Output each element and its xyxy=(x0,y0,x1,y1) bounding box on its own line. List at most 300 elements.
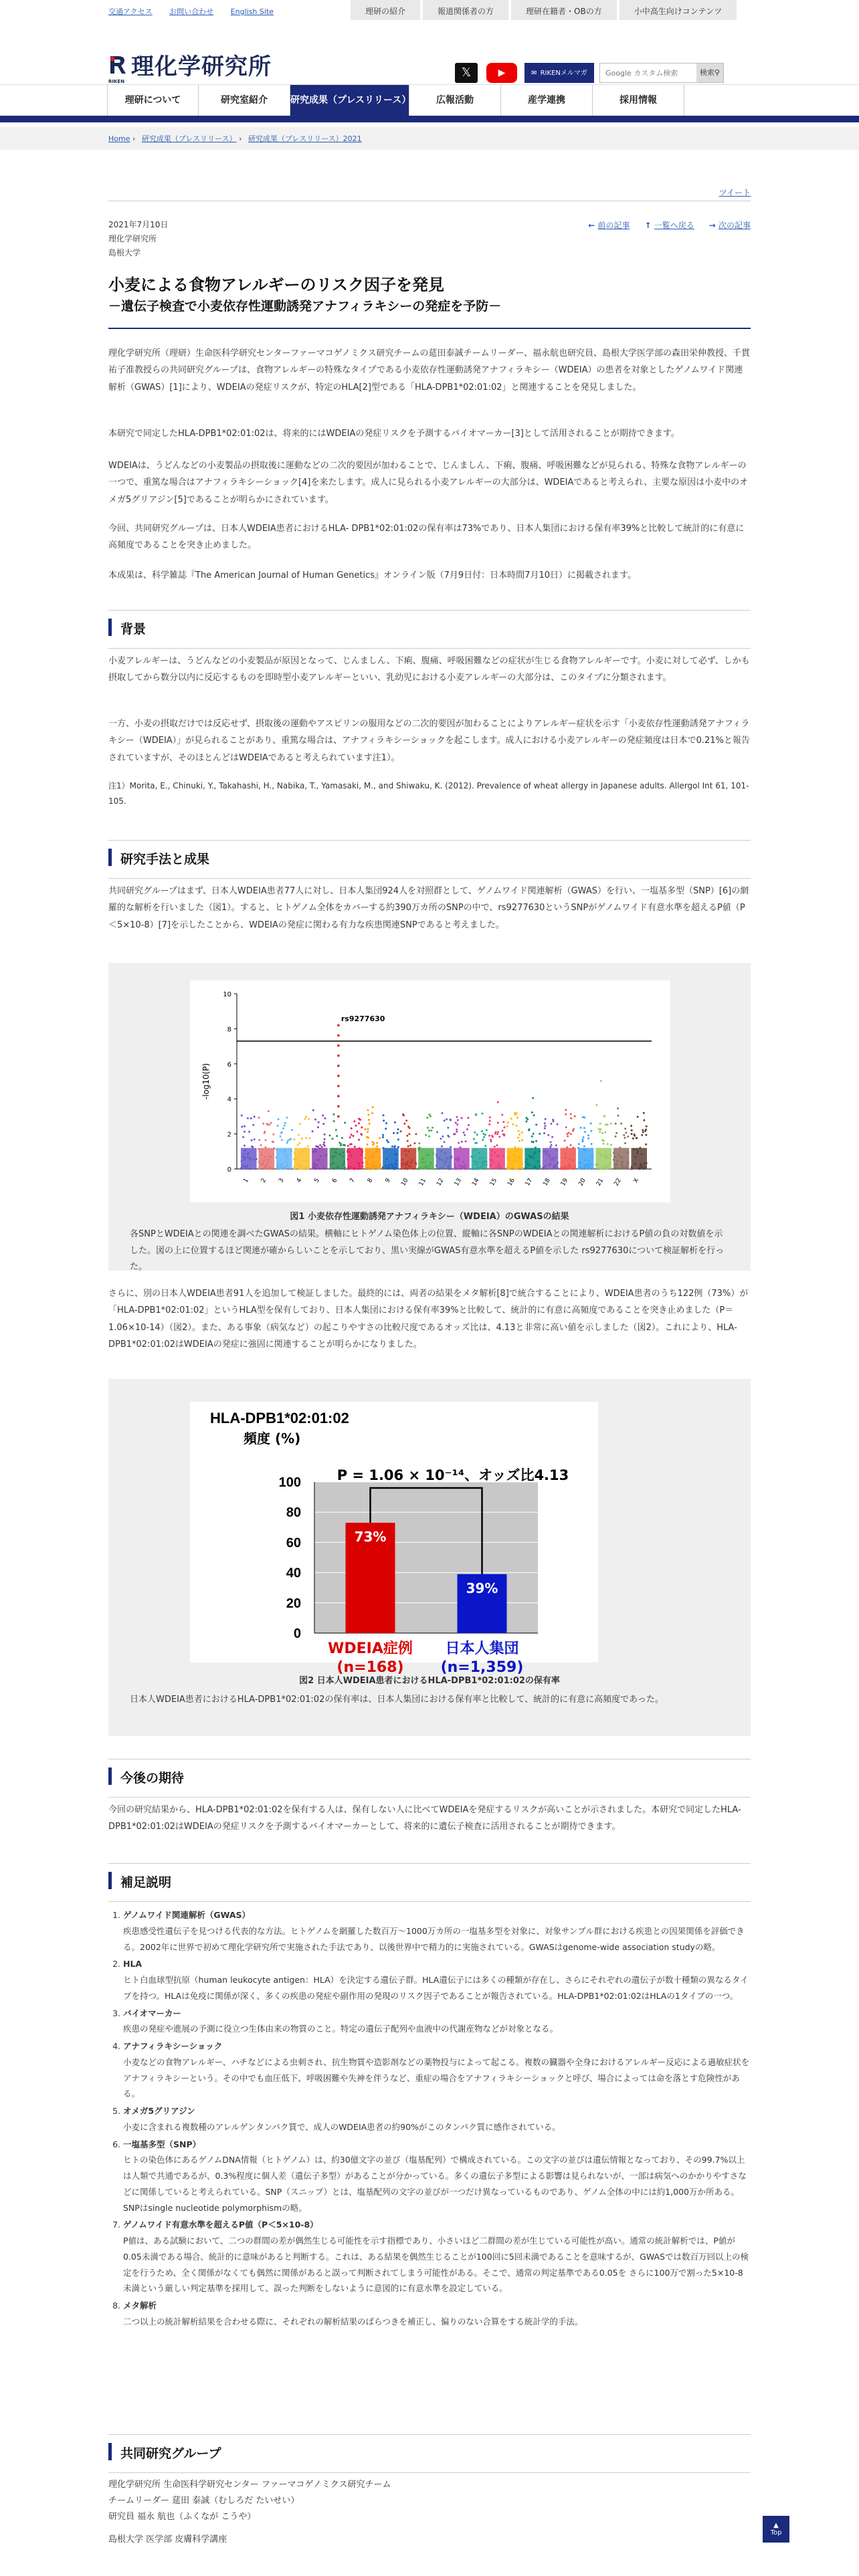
snp-point xyxy=(322,1115,324,1117)
section-heading-collab: 共同研究グループ xyxy=(108,2434,751,2473)
snp-point xyxy=(397,1132,399,1134)
snp-point xyxy=(397,1128,399,1130)
snp-point xyxy=(547,1134,549,1136)
arrow-right-icon: → xyxy=(708,221,719,230)
x-tick-label: X xyxy=(632,1177,641,1184)
snp-point xyxy=(403,1115,405,1117)
snp-point xyxy=(385,1128,387,1130)
snp-point xyxy=(607,1143,609,1145)
y-tick-label: 0 xyxy=(293,1626,301,1641)
snp-point xyxy=(280,1136,282,1138)
snp-point xyxy=(264,1131,266,1133)
snp-point xyxy=(574,1115,576,1117)
snp-point xyxy=(518,1130,520,1132)
y-tick-label: 80 xyxy=(286,1505,301,1521)
snp-point xyxy=(551,1144,553,1146)
snp-point xyxy=(319,1144,321,1146)
hla-frequency-bar-chart xyxy=(190,1402,598,1676)
snp-point xyxy=(565,1113,567,1115)
note-desc: ヒト白血球型抗原（human leukocyte antigen：HLA）を決定する遺伝子群。HLA遺伝子には多くの種類が存在し、さらにそれぞれの遺伝子が数十種類の異なるタイプを持つ。HLAは免疫に関係が深く、多くの疾患の発症や副作用の発現のリスク因子であることが報告されている。HLA-DPB1*02:01:02はHLAの1タイプの一つ。 xyxy=(123,1975,749,2001)
snp-point xyxy=(456,1116,458,1118)
snp-point xyxy=(355,1125,357,1127)
snp-point xyxy=(454,1133,456,1135)
search-box xyxy=(599,63,724,83)
snp-point xyxy=(343,1144,345,1146)
snp-point xyxy=(347,1145,349,1147)
snp-point xyxy=(314,1119,316,1121)
breadcrumb xyxy=(0,127,859,150)
snp-point xyxy=(444,1141,446,1143)
snp-point xyxy=(583,1146,585,1148)
notes-list xyxy=(108,1907,751,2331)
snp-point xyxy=(531,1111,533,1113)
snp-point xyxy=(497,1121,499,1123)
x-tick-label: 7 xyxy=(349,1177,357,1184)
snp-density xyxy=(241,1148,257,1169)
section-heading-future: 今後の期待 xyxy=(108,1759,751,1798)
snp-point xyxy=(293,1138,295,1140)
snp-point xyxy=(642,1131,644,1133)
snp-point xyxy=(615,1123,617,1125)
arrow-up-icon: ↑ xyxy=(644,221,654,230)
snp-point xyxy=(312,1109,314,1111)
snp-point xyxy=(308,1118,310,1120)
intro-paragraph: 本成果は、科学雑誌『The American Journal of Human Genetics』オンライン版（7月9日付：日本時間7月10日）に掲載されます。 xyxy=(108,570,636,580)
note-desc: ヒトの染色体にあるゲノムDNA情報（ヒトゲノム）は、約30億文字の並び（塩基配列）で構成されている。この文字の並びは遺伝情報となっており、その99.7%以上は人類で共通であるが、0.3%程度に個人差（遺伝子多型）があることが分かっている。多くの遺伝子多型による影響は見られないが、一部は病気へのかかりやすさなどに関係していると考えられている。SNP（スニップ）とは、塩基配列の文字の並びが一つだけ異なっているものであり、ゲノム全体の中には約1,000万か所ある。SNPはsingle nucleotide polymorphismの略。 xyxy=(123,2155,747,2213)
arrow-left-icon: ← xyxy=(588,221,598,230)
x-social-icon[interactable]: 𝕏 xyxy=(455,63,478,83)
snp-point xyxy=(489,1116,491,1118)
snp-point xyxy=(244,1131,246,1133)
snp-point xyxy=(427,1127,429,1129)
snp-density xyxy=(276,1148,292,1169)
note-desc: P値は、ある試験において、二つの群間の差が偶然生じる可能性を示す指標であり、小さいほど二群間の差が生じている可能性が高い。通常の統計解析では、P値が0.05未満である場合、統計的に意味があると判断する。これは、ある結果を偶然生じることが100回に5回未満であることを意味するが、GWASでは数百万回以上の検定を行うため、全く関係がなくても偶然に関係があると誤って判断されてしまう可能性がある。そこで、通常の判定基準である0.05を さらに100万で割った5×10-8未満という厳しい判定基準を採用して、誤った判断をしないように意図的に有意水準を設定している。 xyxy=(123,2236,749,2294)
snp-density xyxy=(312,1148,328,1169)
nav-labs[interactable]: 研究室紹介 xyxy=(199,85,290,116)
snp-point xyxy=(498,1136,500,1138)
snp-point xyxy=(324,1138,326,1140)
snp-point xyxy=(400,1130,402,1132)
y-tick-label: 4 xyxy=(227,1096,231,1104)
snp-point xyxy=(408,1133,410,1135)
x-tick-label: 8 xyxy=(366,1177,375,1184)
snp-point xyxy=(496,1133,498,1135)
snp-point xyxy=(631,1133,633,1135)
site-logo-text[interactable]: 理化学研究所 xyxy=(131,53,272,80)
snp-point xyxy=(376,1142,378,1144)
note-term: 2. HLA xyxy=(123,1959,142,1969)
snp-point xyxy=(286,1117,288,1119)
snp-point xyxy=(625,1132,627,1134)
snp-point xyxy=(620,1123,622,1125)
figure-2-description: 日本人WDEIA患者におけるHLA-DPB1*02:01:02の保有率は、日本人集団における保有率と比較して、統計的に有意に高頻度であった。 xyxy=(130,1695,664,1705)
future-paragraph: 今回の研究結果から、HLA-DPB1*02:01:02を保有する人は、保有しない人に比べてWDEIAを発症するリスクが高いことが示されました。本研究で同定したHLA-DPB1*02:01:02はWDEIAの発症リスクを予測するバイオマーカーとして、将来的に遺伝子検査に活用されることが期待できます。 xyxy=(108,1805,741,1832)
snp-point xyxy=(533,1133,535,1135)
snp-point xyxy=(432,1127,434,1129)
snp-density xyxy=(631,1148,647,1169)
snp-point xyxy=(409,1127,411,1129)
snp-point xyxy=(623,1134,625,1136)
snp-point xyxy=(450,1119,452,1121)
snp-point xyxy=(637,1116,639,1118)
snp-density xyxy=(543,1148,559,1169)
publish-date: 2021年7月10日 xyxy=(108,220,169,229)
figure-1-description: 各SNPとWDEIAとの関連を調べたGWASの結果。横軸にヒトゲノム染色体上の位置、縦軸に各SNPのWDEIAとの関連解析におけるP値の負の対数値を示した。図の上に位置するほど関連が確からしいことを示しており、黒い実線がGWAS有意水準を超えるP値を示した rs9277630について検証解析を行った。 xyxy=(130,1229,725,1273)
nav-outreach[interactable]: 広報活動 xyxy=(409,85,501,116)
snp-point xyxy=(286,1142,288,1144)
snp-point xyxy=(518,1134,520,1136)
snp-point xyxy=(601,1140,603,1142)
peak-snp-point xyxy=(337,1065,340,1067)
breadcrumb-press[interactable]: 研究成果（プレスリリース） xyxy=(141,134,237,143)
y-axis-label: 頻度 (%) xyxy=(244,1430,301,1446)
snp-point xyxy=(365,1128,367,1130)
snp-point xyxy=(266,1123,268,1125)
nav-press-releases[interactable]: 研究成果（プレスリリース） xyxy=(290,85,409,116)
snp-point xyxy=(254,1115,256,1117)
snp-point xyxy=(430,1130,432,1132)
snp-point xyxy=(297,1144,299,1146)
snp-point xyxy=(532,1097,534,1099)
snp-point xyxy=(361,1126,363,1128)
x-category-label: WDEIA症例 xyxy=(328,1640,413,1657)
english-site-link[interactable]: English Site xyxy=(230,7,274,16)
snp-point xyxy=(447,1127,449,1129)
snp-density xyxy=(489,1148,505,1169)
snp-point xyxy=(474,1132,476,1134)
gwas-manhattan-plot xyxy=(190,980,670,1202)
snp-point xyxy=(644,1130,646,1132)
significance-annotation: P = 1.06 × 10⁻¹⁴、オッズ比4.13 xyxy=(337,1467,569,1484)
access-link[interactable]: 交通アクセス xyxy=(108,7,153,16)
snp-point xyxy=(349,1136,351,1138)
snp-point xyxy=(397,1146,399,1148)
snp-point xyxy=(539,1133,541,1135)
collab-line: 理化学研究所 生命医科学研究センター ファーマコゲノミクス研究チーム xyxy=(108,2480,391,2490)
snp-point xyxy=(570,1133,572,1135)
x-tick-label: 10 xyxy=(400,1177,410,1188)
snp-density xyxy=(507,1148,523,1169)
snp-point xyxy=(265,1139,267,1141)
snp-point xyxy=(475,1113,477,1115)
snp-point xyxy=(481,1113,483,1115)
tab-about-riken[interactable]: 理研の紹介 xyxy=(351,0,420,20)
snp-point xyxy=(550,1141,552,1143)
intro-paragraph: 本研究で同定したHLA-DPB1*02:01:02は、将来的にはWDEIAの発症リスクを予測するバイオマーカー[3]として活用されることが期待できます。 xyxy=(108,429,680,439)
snp-point xyxy=(406,1135,408,1137)
back-to-top-button[interactable] xyxy=(763,2516,789,2543)
peak-snp-point xyxy=(337,1045,340,1047)
next-article-link[interactable] xyxy=(709,218,751,233)
snp-point xyxy=(467,1117,469,1119)
snp-point xyxy=(624,1142,626,1144)
y-tick-label: 60 xyxy=(286,1535,301,1551)
snp-point xyxy=(247,1117,249,1119)
snp-point xyxy=(483,1136,485,1138)
snp-point xyxy=(428,1136,430,1138)
note-desc: 疾患の発症や進展の予測に役立つ生体由来の物質のこと。特定の遺伝子配列や血液中の代謝産物などが対象となる。 xyxy=(123,2024,559,2034)
snp-point xyxy=(506,1125,508,1128)
snp-point xyxy=(305,1115,307,1117)
snp-point xyxy=(514,1113,516,1115)
x-tick-label: 9 xyxy=(384,1177,393,1184)
x-tick-label: 5 xyxy=(313,1177,321,1184)
y-tick-label: 40 xyxy=(286,1566,301,1581)
snp-point xyxy=(358,1139,360,1141)
snp-point xyxy=(641,1134,643,1136)
snp-point xyxy=(244,1125,246,1128)
search-button[interactable] xyxy=(696,64,723,82)
org-shimane: 島根大学 xyxy=(108,248,141,257)
snp-density xyxy=(454,1148,470,1169)
snp-point xyxy=(351,1128,353,1130)
snp-point xyxy=(463,1132,465,1134)
snp-point xyxy=(489,1120,491,1122)
snp-point xyxy=(528,1130,530,1132)
snp-point xyxy=(510,1117,512,1119)
snp-point xyxy=(464,1134,466,1136)
chart-title: HLA-DPB1*02:01:02 xyxy=(210,1410,349,1426)
global-nav xyxy=(0,84,859,122)
note-term: 3. バイオマーカー xyxy=(123,2008,181,2018)
snp-point xyxy=(324,1117,326,1119)
snp-point xyxy=(409,1144,411,1146)
snp-point xyxy=(382,1136,384,1138)
nav-about[interactable]: 理研について xyxy=(107,85,199,116)
snp-point xyxy=(418,1142,420,1144)
snp-point xyxy=(533,1141,535,1143)
intro-paragraph: 理化学研究所（理研）生命医科学研究センターファーマコゲノミクス研究チームの莚田泰誠チームリーダー、福永航也研究員、島根大学医学部の森田栄伸教授、千貫祐子准教授らの共同研究グループは、食物アレルギーの特殊なタイプである小麦依存性運動誘発アナフィラキシー（WDEIA）の患者を対象としたゲノムワイド関連解析（GWAS）[1]により、WDEIAの発症リスクが、特定のHLA[2]型である「HLA-DPB1*02:01:02」と関連することを発見しました。 xyxy=(108,348,751,393)
snp-point xyxy=(415,1133,417,1135)
nav-industry[interactable]: 産学連携 xyxy=(501,85,593,116)
contact-link[interactable]: お問い合わせ xyxy=(169,7,214,16)
peak-snp-point xyxy=(337,1105,340,1108)
record-nav xyxy=(588,218,751,233)
snp-point xyxy=(376,1146,378,1148)
snp-point xyxy=(305,1137,307,1139)
x-tick-label: 22 xyxy=(613,1177,623,1188)
snp-point xyxy=(312,1130,314,1132)
snp-point xyxy=(324,1134,326,1136)
snp-point xyxy=(465,1140,467,1142)
snp-point xyxy=(358,1122,360,1124)
arrow-up-icon: ▲ xyxy=(773,2522,779,2529)
snp-point xyxy=(501,1114,503,1116)
collab-line: 研究員 福永 航也（ふくなが こうや） xyxy=(108,2512,256,2523)
note-term: 6. 一塩基多型（SNP） xyxy=(123,2139,201,2149)
snp-point xyxy=(502,1134,504,1136)
x-tick-label: 11 xyxy=(417,1177,428,1188)
snp-point xyxy=(525,1121,527,1123)
snp-point xyxy=(486,1129,488,1131)
tab-press[interactable]: 報道関係者の方 xyxy=(423,0,508,20)
snp-point xyxy=(580,1127,582,1129)
figure-2-caption: 図2 日本人WDEIA患者におけるHLA-DPB1*02:01:02の保有率 xyxy=(299,1676,560,1686)
snp-point xyxy=(317,1126,319,1128)
snp-point xyxy=(643,1119,645,1121)
snp-point xyxy=(405,1119,407,1121)
snp-point xyxy=(268,1123,270,1125)
nav-careers[interactable]: 採用情報 xyxy=(593,85,684,116)
peak-snp-point xyxy=(337,1115,340,1118)
snp-point xyxy=(507,1121,509,1123)
snp-point xyxy=(248,1131,250,1133)
article-meta xyxy=(108,218,168,260)
figure-2-box xyxy=(108,1379,751,1736)
note-item xyxy=(123,2217,751,2296)
x-tick-label: 18 xyxy=(542,1177,552,1188)
section-heading-notes: 補足説明 xyxy=(108,1863,751,1902)
snp-point xyxy=(503,1126,505,1128)
snp-point xyxy=(361,1134,363,1136)
snp-point xyxy=(251,1146,253,1148)
snp-point xyxy=(578,1143,580,1145)
chevron-right-icon: › xyxy=(239,134,242,143)
snp-point xyxy=(630,1125,632,1127)
snp-point xyxy=(550,1123,552,1125)
note-desc: 二つ以上の統計解析結果を合わせる際に、それぞれの解析結果のばらつきを補正し、偏りのない合算をする統計学的手法。 xyxy=(123,2316,583,2327)
intro-paragraph: 今回、共同研究グループは、日本人WDEIA患者におけるHLA- DPB1*02:01:02の保有率は73%であり、日本人集団における保有率39%と比較して統計的に有意に高頻度であることを突き止めました。 xyxy=(108,524,745,551)
back-to-list-link[interactable] xyxy=(645,218,694,233)
y-tick-label: 100 xyxy=(278,1475,301,1490)
snp-point xyxy=(414,1142,416,1144)
snp-point xyxy=(645,1134,647,1136)
x-tick-label: 20 xyxy=(577,1177,587,1188)
note-item xyxy=(123,2038,751,2102)
snp-point xyxy=(277,1125,279,1127)
snp-point xyxy=(407,1140,409,1142)
snp-point xyxy=(458,1142,460,1144)
snp-density xyxy=(436,1148,452,1169)
snp-point xyxy=(321,1146,323,1148)
snp-point xyxy=(617,1115,619,1117)
tweet-link[interactable]: ツイート xyxy=(719,188,751,197)
snp-point xyxy=(260,1144,262,1146)
collab-line: 島根大学 医学部 皮膚科学講座 xyxy=(108,2535,227,2545)
snp-point xyxy=(568,1132,570,1134)
snp-point xyxy=(466,1128,468,1130)
snp-point xyxy=(617,1107,619,1109)
snp-point xyxy=(583,1136,585,1138)
audience-tabs xyxy=(348,0,737,20)
tab-alumni[interactable]: 理研在籍者・OBの方 xyxy=(511,0,617,20)
snp-point xyxy=(531,1136,533,1138)
snp-point xyxy=(604,1132,606,1134)
snp-point xyxy=(595,1104,597,1106)
snp-point xyxy=(344,1121,346,1123)
search-icon: ⚲ xyxy=(714,68,721,77)
snp-point xyxy=(382,1134,384,1136)
snp-point xyxy=(298,1134,300,1136)
chevron-right-icon: › xyxy=(132,134,136,143)
snp-point xyxy=(582,1116,584,1118)
snp-point xyxy=(441,1146,443,1148)
snp-point xyxy=(496,1144,498,1146)
snp-point xyxy=(494,1146,496,1148)
snp-point xyxy=(280,1132,282,1134)
x-tick-label: 16 xyxy=(506,1177,516,1188)
snp-point xyxy=(318,1121,320,1123)
snp-point xyxy=(336,1135,338,1137)
snp-point xyxy=(367,1131,369,1133)
peak-annotation: rs9277630 xyxy=(341,1014,385,1024)
snp-density xyxy=(595,1148,611,1169)
snp-point xyxy=(270,1122,272,1124)
snp-point xyxy=(535,1123,537,1125)
snp-point xyxy=(315,1145,317,1147)
snp-point xyxy=(517,1137,519,1139)
y-tick-label: 20 xyxy=(286,1596,301,1611)
snp-point xyxy=(643,1112,645,1114)
snp-point xyxy=(565,1109,567,1111)
snp-point xyxy=(587,1134,589,1136)
snp-point xyxy=(430,1115,432,1117)
breadcrumb-home[interactable]: Home xyxy=(108,134,130,143)
peak-snp-point xyxy=(337,1055,340,1057)
snp-point xyxy=(386,1140,388,1142)
background-paragraph: 小麦アレルギーは、うどんなどの小麦製品が原因となって、じんましん、下痢、腹痛、呼吸困難などの症状が生じる食物アレルギーです。小麦に対して必ず、しかも摂取してから数分以内に反応するものを即時型小麦アレルギーといい、乳幼児における小麦アレルギーの大部分は、このタイプに分類されます。 xyxy=(108,656,750,683)
utility-links xyxy=(108,5,288,19)
x-tick-label: 14 xyxy=(471,1177,481,1188)
collab-line xyxy=(108,2525,751,2532)
snp-point xyxy=(323,1142,325,1144)
snp-point xyxy=(636,1137,638,1139)
tab-students[interactable]: 小中高生向けコンテンツ xyxy=(619,0,737,20)
snp-point xyxy=(391,1146,393,1148)
snp-point xyxy=(456,1131,458,1133)
snp-point xyxy=(551,1136,553,1138)
snp-point xyxy=(476,1134,478,1136)
snp-point xyxy=(488,1123,490,1125)
snp-point xyxy=(602,1143,604,1145)
snp-point xyxy=(642,1129,644,1131)
snp-point xyxy=(241,1115,243,1117)
note-item xyxy=(123,2137,751,2216)
snp-point xyxy=(543,1132,545,1134)
snp-point xyxy=(591,1143,593,1145)
x-tick-label: 21 xyxy=(595,1177,605,1188)
youtube-icon[interactable]: ▶ xyxy=(486,63,517,83)
next-label: 次の記事 xyxy=(718,221,751,230)
nav-underline xyxy=(0,116,859,122)
breadcrumb-press-2021[interactable]: 研究成果（プレスリリース）2021 xyxy=(248,134,362,143)
snp-point xyxy=(428,1130,430,1132)
snp-point xyxy=(383,1119,385,1121)
snp-point xyxy=(282,1128,284,1130)
snp-point xyxy=(307,1145,309,1147)
page-subtitle: －遺伝子検査で小麦依存性運動誘発アナフィラキシーの発症を予防－ xyxy=(108,299,502,314)
snp-point xyxy=(544,1128,546,1130)
peak-snp-point xyxy=(337,1024,340,1027)
snp-point xyxy=(358,1118,360,1120)
snp-point xyxy=(521,1132,523,1134)
note-term: 8. メタ解析 xyxy=(123,2300,157,2311)
snp-point xyxy=(385,1122,387,1124)
snp-point xyxy=(533,1114,535,1116)
note-desc: 疾患感受性遺伝子を見つける代表的な方法。ヒトゲノムを網羅した数百万～1000万カ所の一塩基多型を対象に、対象サンプル群における疾患との因果関係を評価できる。2002年に世界で初めて理化学研究所で実施された手法であり、以後世界中で精力的に実施されている。GWASはgenome-wide association studyの略。 xyxy=(123,1925,745,1952)
x-tick-label: 15 xyxy=(488,1177,499,1188)
prev-article-link[interactable] xyxy=(588,218,630,233)
snp-point xyxy=(502,1130,504,1132)
snp-point xyxy=(354,1146,356,1148)
snp-point xyxy=(351,1134,353,1136)
search-input[interactable] xyxy=(600,64,696,82)
riken-logo-icon[interactable] xyxy=(108,55,126,75)
note-item xyxy=(123,2103,751,2135)
mailmag-button[interactable] xyxy=(524,63,594,83)
y-tick-label: 2 xyxy=(227,1131,231,1139)
note-term: 5. オメガ5グリアジン xyxy=(123,2106,195,2116)
